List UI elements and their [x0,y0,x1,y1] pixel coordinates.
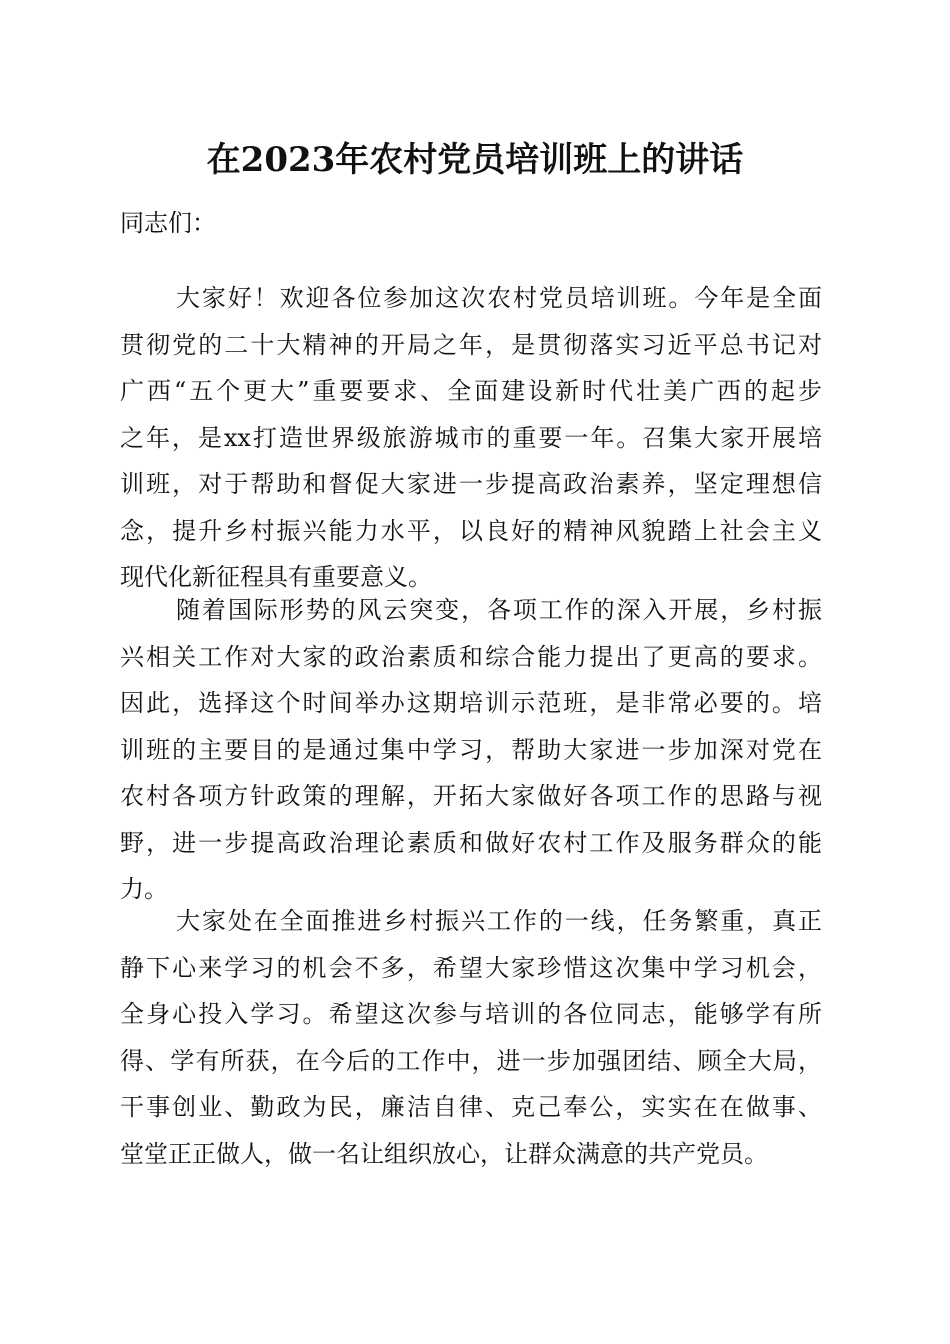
text-line: 力。 [120,875,168,903]
text-line: 之年，是xx打造世界级旅游城市的重要一年。召集大家开展培 [120,423,822,452]
text-line: 因此，选择这个时间举办这期培训示范班，是非常必要的。培 [120,689,822,717]
text-line: 得、学有所获，在今后的工作中，进一步加强团结、顾全大局， [120,1046,822,1075]
text-line: 农村各项方针政策的理解，开拓大家做好各项工作的思路与视 [120,782,822,810]
text-line: 随着国际形势的风云突变，各项工作的深入开展，乡村振 [176,596,822,624]
text-line: 野，进一步提高政治理论素质和做好农村工作及服务群众的能 [120,828,822,857]
text-line: 训班的主要目的是通过集中学习，帮助大家进一步加深对党在 [120,735,822,764]
text-line: 静下心来学习的机会不多，希望大家珍惜这次集中学习机会， [120,953,822,982]
text-line: 大家好！欢迎各位参加这次农村党员培训班。今年是全面 [176,284,822,312]
paragraph-3 [120,898,822,1177]
greeting: 同志们： [120,209,216,237]
text-line: 贯彻党的二十大精神的开局之年，是贯彻落实习近平总书记对 [120,330,822,359]
paragraph-1 [120,275,822,601]
text-line: 大家处在全面推进乡村振兴工作的一线，任务繁重，真正 [176,907,822,935]
text-line: 广西“五个更大”重要要求、全面建设新时代壮美广西的起步 [120,377,822,405]
text-line: 念，提升乡村振兴能力水平，以良好的精神风貌踏上社会主义 [120,516,822,545]
text-line: 干事创业、勤政为民，廉洁自律、克己奉公，实实在在做事、 [120,1093,822,1121]
text-line: 全身心投入学习。希望这次参与培训的各位同志，能够学有所 [120,1000,822,1028]
paragraph-2 [120,587,822,913]
text-line: 堂堂正正做人，做一名让组织放心，让群众满意的共产党员。 [120,1139,768,1168]
text-line: 训班，对于帮助和督促大家进一步提高政治素养，坚定理想信 [120,470,822,498]
text-line: 现代化新征程具有重要意义。 [120,563,432,591]
text-line: 兴相关工作对大家的政治素质和综合能力提出了更高的要求。 [120,642,822,671]
document-title: 在2023年农村党员培训班上的讲话 [206,140,744,180]
